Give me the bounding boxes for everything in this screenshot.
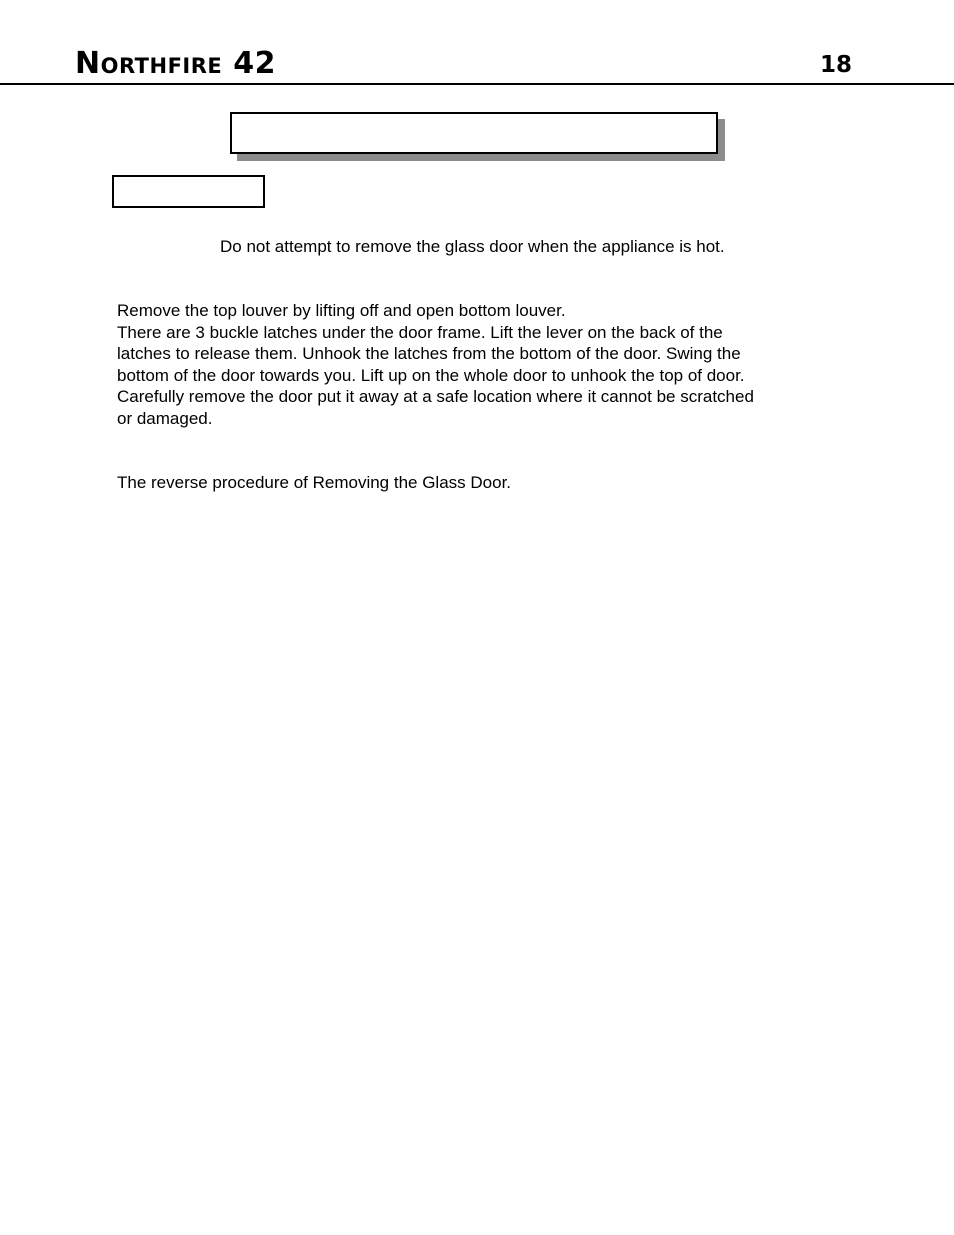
removal-line: or damaged. [117,408,213,428]
removal-line: latches to release them. Unhook the latches from the bottom of the door. Swing the [117,344,741,364]
subheading-box [112,175,265,208]
document-title: Northfire 42 [75,46,276,81]
removal-line: Carefully remove the door put it away at a safe location where it cannot be scratched [117,387,754,407]
page-number: 18 [820,52,853,78]
removal-line: bottom of the door towards you. Lift up on the whole door to unhook the top of door. [117,365,745,385]
removal-instructions [117,300,837,430]
header-divider [0,83,954,85]
removal-line: Remove the top louver by lifting off and open bottom louver. [117,301,566,320]
section-heading-box [230,112,718,154]
warning-text: Do not attempt to remove the glass door when the appliance is hot. [220,237,725,256]
removal-line: There are 3 buckle latches under the door frame. Lift the lever on the back of the [117,322,723,342]
install-instructions: The reverse procedure of Removing the Glass Door. [117,473,512,492]
